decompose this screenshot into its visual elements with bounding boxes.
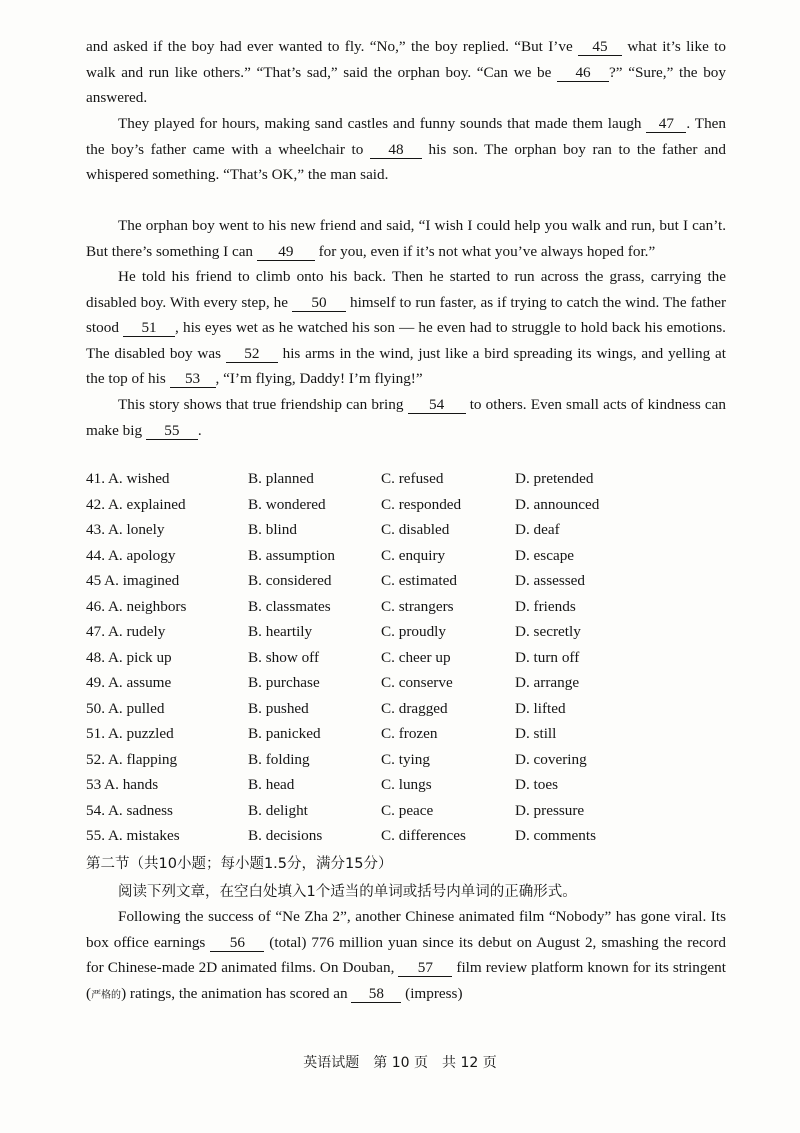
section-2-passage [86,904,726,1008]
section-2-title: 第二节（共10小题；每小题1.5分，满分15分） [86,856,393,872]
option-d[interactable]: D. deaf [515,521,560,538]
text: (total) 776 million yuan since its debut on August 2, smashing the record for Chinese-made 2D animated films. On Douban, [86,933,726,977]
blank-48[interactable]: 48 [370,142,422,159]
text: , his eyes wet as he watched his son — he even had to struggle to hold back his emotions. The disabled boy was [86,319,726,362]
text: He told his friend to climb onto his back. Then he started to run across the grass, carrying the disabled boy. With every step, he [86,268,726,311]
blank-46[interactable]: 46 [557,65,609,82]
option-d[interactable]: D. still [515,725,557,742]
option-c[interactable]: C. frozen [381,725,438,742]
option-row-55 [86,827,726,853]
option-a[interactable]: 53 A. hands [86,776,159,793]
option-row-41 [86,470,726,496]
answer-options-list [86,470,726,853]
option-c[interactable]: C. strangers [381,597,454,615]
option-b[interactable]: B. pushed [248,699,309,717]
passage-paragraph-4 [86,264,726,392]
text: his arms in the wind, just like a bird spreading its wings, and yelling at the top of his [86,344,726,388]
option-b[interactable]: B. wondered [248,495,326,513]
option-b[interactable]: B. classmates [248,597,331,615]
option-c[interactable]: C. conserve [381,674,453,691]
text: ?” “Sure,” the boy answered. [86,63,726,107]
page-footer: 英语试题 第 10 页 共 12 页 [303,1055,497,1071]
option-d[interactable]: D. pressure [515,801,585,819]
option-b[interactable]: B. assumption [248,546,335,564]
option-c[interactable]: C. disabled [381,521,450,538]
option-d[interactable]: D. friends [515,597,576,615]
option-c[interactable]: C. enquiry [381,546,446,564]
option-d[interactable]: D. pretended [515,470,594,487]
option-d[interactable]: D. assessed [515,572,586,589]
option-row-48 [86,649,726,675]
option-a[interactable]: 49. A. assume [86,674,172,691]
blank-58[interactable]: 58 [351,986,401,1003]
blank-53[interactable]: 53 [170,371,216,388]
option-row-45 [86,572,726,598]
option-d[interactable]: D. lifted [515,699,566,717]
blank-49[interactable]: 49 [257,244,315,261]
option-b[interactable]: B. delight [248,801,308,819]
option-c[interactable]: C. proudly [381,623,446,640]
option-d[interactable]: D. covering [515,750,587,768]
option-b[interactable]: B. heartily [248,623,313,640]
option-d[interactable]: D. arrange [515,674,580,691]
option-a[interactable]: 42. A. explained [86,495,186,513]
text: what it’s like to walk and run like others.” “That’s sad,” said the orphan boy. “Can we be [86,38,726,81]
option-d[interactable]: D. escape [515,546,575,564]
option-d[interactable]: D. toes [515,776,559,793]
text: to others. Even small acts of kindness can make big [86,396,726,439]
blank-54[interactable]: 54 [408,397,466,414]
option-a[interactable]: 52. A. flapping [86,750,178,768]
option-a[interactable]: 51. A. puzzled [86,725,174,742]
option-a[interactable]: 46. A. neighbors [86,597,187,615]
option-a[interactable]: 43. A. lonely [86,521,165,538]
option-b[interactable]: B. planned [248,470,314,487]
text: ) ratings, the animation has scored an [121,984,352,1002]
option-c[interactable]: C. responded [381,495,462,513]
text: This story shows that true friendship can bring [118,396,408,413]
text: The orphan boy went to his new friend and said, “I wish I could help you walk and run, but I can’t. But there’s something I can [86,217,726,260]
section-2-instruction: 阅读下列文章，在空白处填入1个适当的单词或括号内单词的正确形式。 [118,884,577,900]
passage-paragraph-1 [86,34,726,111]
option-b[interactable]: B. considered [248,572,332,589]
option-c[interactable]: C. lungs [381,776,432,793]
passage-paragraph-3 [86,213,726,264]
text: . Then the boy’s father came with a wheelchair to [86,115,726,158]
option-row-53 [86,776,726,802]
text: , “I’m flying, Daddy! I’m flying!” [215,370,423,388]
option-b[interactable]: B. head [248,776,295,793]
option-c[interactable]: C. cheer up [381,648,451,666]
option-row-51 [86,725,726,751]
option-a[interactable]: 54. A. sadness [86,801,173,819]
text: film review platform known for its stringent ( [86,959,726,1002]
option-row-43 [86,521,726,547]
option-c[interactable]: C. refused [381,470,444,487]
blank-51[interactable]: 51 [123,320,175,337]
text: . [197,421,202,439]
option-row-42 [86,496,726,522]
text: and asked if the boy had ever wanted to fly. “No,” the boy replied. “But I’ve [86,38,579,55]
blank-56[interactable]: 56 [210,935,264,952]
option-row-49 [86,674,726,700]
option-a[interactable]: 47. A. rudely [86,623,166,640]
option-d[interactable]: D. secretly [515,623,581,640]
blank-45[interactable]: 45 [578,39,622,56]
option-c[interactable]: C. tying [381,750,430,768]
option-b[interactable]: B. purchase [248,674,320,691]
text: for you, even if it’s not what you’ve always hoped for.” [314,242,656,260]
blank-47[interactable]: 47 [646,116,686,133]
chinese-gloss: 严格的 [91,989,122,1001]
option-b[interactable]: B. panicked [248,725,321,742]
option-c[interactable]: C. dragged [381,699,448,717]
option-row-44 [86,547,726,573]
option-row-54 [86,802,726,828]
option-a[interactable]: 48. A. pick up [86,648,172,666]
option-row-50 [86,700,726,726]
option-row-47 [86,623,726,649]
option-c[interactable]: C. estimated [381,572,457,589]
option-a[interactable]: 44. A. apology [86,546,176,564]
blank-55[interactable]: 55 [146,423,198,440]
blank-57[interactable]: 57 [398,960,452,977]
option-b[interactable]: B. folding [248,750,310,768]
option-d[interactable]: D. announced [515,495,600,513]
option-d[interactable]: D. turn off [515,648,580,666]
text: himself to run faster, as if trying to catch the wind. The father stood [86,293,727,337]
option-a[interactable]: 45 A. imagined [86,572,180,589]
option-a[interactable]: 41. A. wished [86,470,170,487]
option-row-52 [86,751,726,777]
option-b[interactable]: B. blind [248,521,297,538]
passage-paragraph-5 [86,392,726,443]
option-a[interactable]: 50. A. pulled [86,699,165,717]
text: his son. The orphan boy ran to the father and whispered something. “That’s OK,” the man said. [86,140,726,184]
option-c[interactable]: C. differences [381,827,466,844]
option-d[interactable]: D. comments [515,827,596,844]
text: (impress) [401,984,463,1002]
option-b[interactable]: B. decisions [248,827,323,844]
blank-52[interactable]: 52 [226,346,278,363]
text: Following the success of “Ne Zha 2”, another Chinese animated film “Nobody” has gone viral. Its box office earnings [86,908,726,951]
option-b[interactable]: B. show off [248,648,320,666]
blank-50[interactable]: 50 [292,295,346,312]
option-c[interactable]: C. peace [381,801,434,819]
option-a[interactable]: 55. A. mistakes [86,827,180,844]
option-row-46 [86,598,726,624]
passage-paragraph-2 [86,111,726,188]
text: They played for hours, making sand castles and funny sounds that made them laugh [118,115,647,132]
